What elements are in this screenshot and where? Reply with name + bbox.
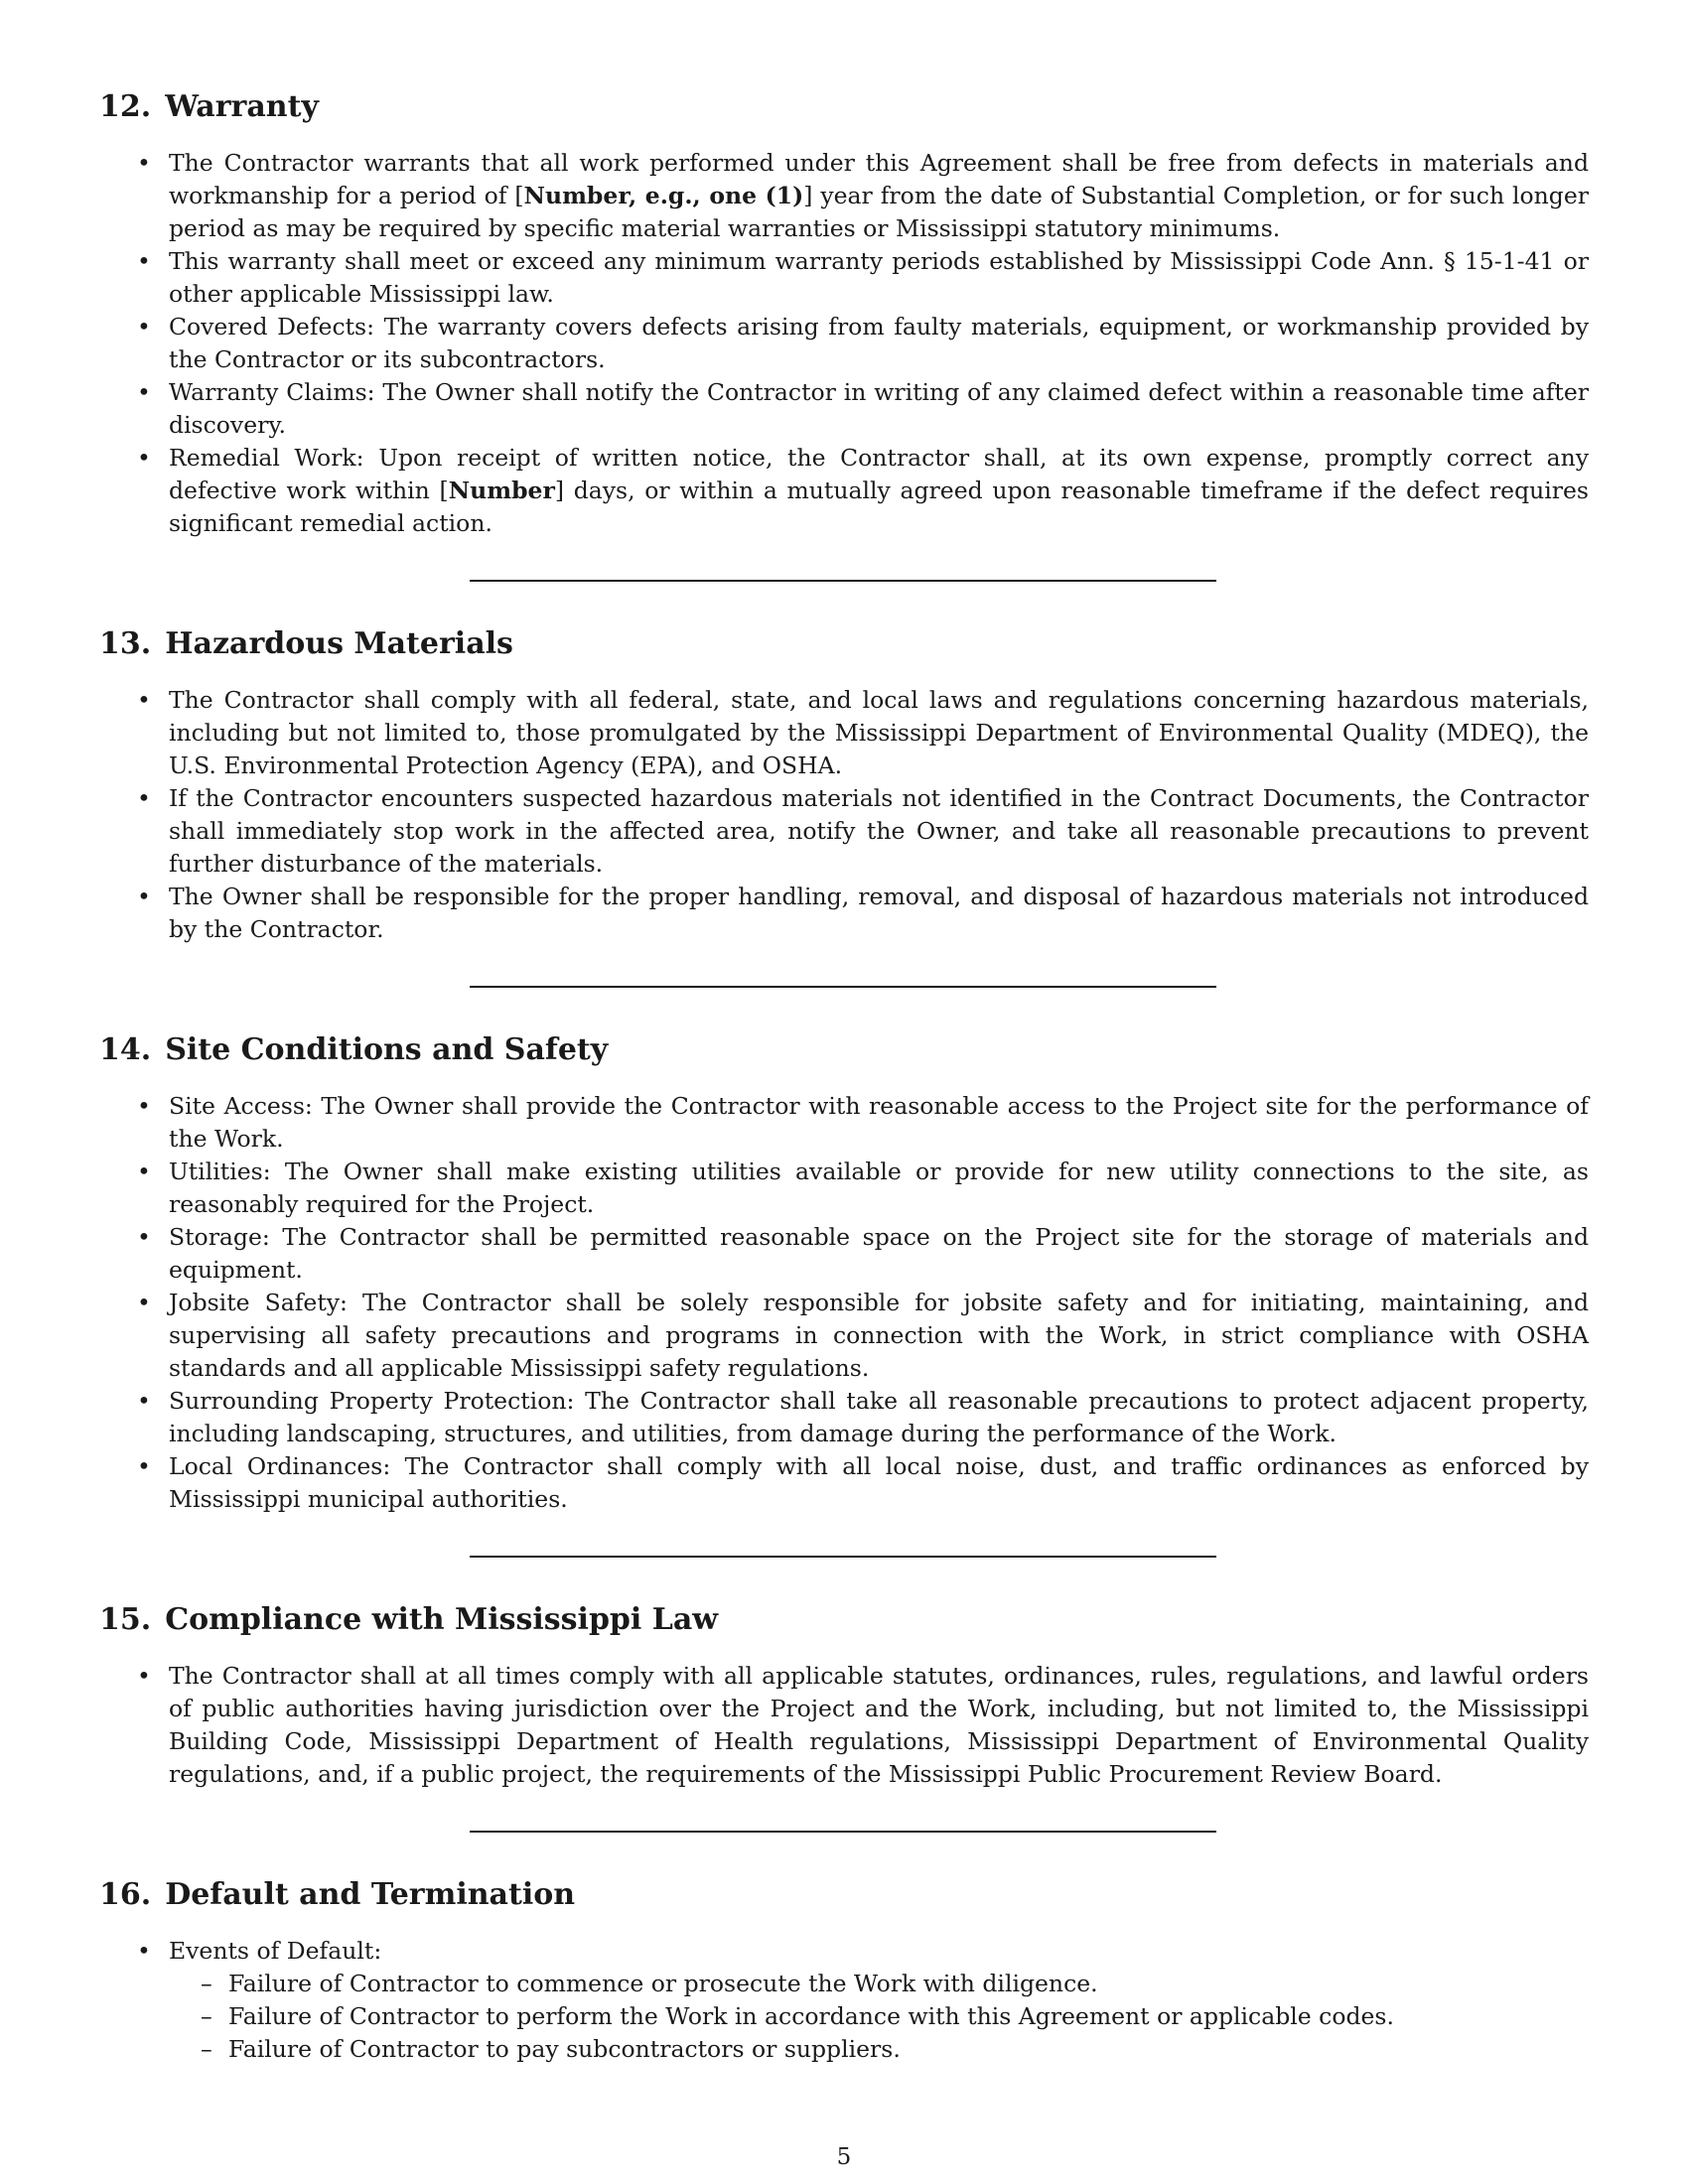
section-site-conditions-safety (99, 1032, 1589, 1516)
list-item (99, 881, 1589, 946)
placeholder-text: Number (448, 477, 555, 504)
item-text: The Contractor warrants that all work performed under this Agreement shall be free from defects in materials and workmanship for a period of [ (169, 149, 1589, 209)
section-title: Hazardous Materials (165, 626, 513, 661)
sub-list-item: – Failure of Contractor to pay subcontractors or suppliers. (169, 2033, 1589, 2066)
item-text: This warranty shall meet or exceed any minimum warranty periods established by Mississippi Code Ann. § 15-1-41 or other applicable Mississippi law. (169, 247, 1589, 308)
item-text: Remedial Work: Upon receipt of written notice, the Contractor shall, at its own expense, promptly correct any defective work within [ (169, 444, 1589, 504)
section-heading (99, 1032, 1589, 1068)
list-item (99, 147, 1589, 245)
list-item (99, 1660, 1589, 1791)
list-item (99, 1221, 1589, 1287)
section-number: 15. (99, 1602, 152, 1637)
item-text: Events of Default: (169, 1937, 382, 1965)
placeholder-text: Number, e.g., one (1) (523, 182, 804, 209)
section-heading (99, 1877, 1589, 1913)
section-number: 16. (99, 1877, 152, 1912)
section-number: 12. (99, 89, 152, 124)
section-divider (470, 1831, 1216, 1833)
section-divider (470, 580, 1216, 582)
item-text: Storage: The Contractor shall be permitted reasonable space on the Project site for the storage of materials and equipment. (169, 1223, 1589, 1284)
section-heading (99, 1602, 1589, 1638)
sub-list-item: – Failure of Contractor to perform the Work in accordance with this Agreement or applicable codes. (169, 2000, 1589, 2033)
bullet-list (99, 1660, 1589, 1791)
section-title: Compliance with Mississippi Law (165, 1602, 719, 1637)
item-text: Local Ordinances: The Contractor shall comply with all local noise, dust, and traffic ordinances as enforced by Mississippi municipal authorities. (169, 1452, 1589, 1513)
list-item (99, 782, 1589, 881)
bullet-list (99, 1935, 1589, 2066)
item-text: ] year from the date of Substantial Completion, or for such longer period as may be required by specific material warranties or Mississippi statutory minimums. (169, 182, 1589, 242)
section-divider (470, 1556, 1216, 1558)
page-number: 5 (836, 2144, 852, 2170)
item-text: Utilities: The Owner shall make existing utilities available or provide for new utility connections to the site, as reasonably required for the Project. (169, 1158, 1589, 1218)
list-item (99, 311, 1589, 376)
item-text: ] days, or within a mutually agreed upon reasonable timeframe if the defect requires significant remedial action. (169, 477, 1589, 537)
section-warranty (99, 89, 1589, 540)
sub-list-item: – Failure of Contractor to commence or prosecute the Work with diligence. (169, 1968, 1589, 2000)
list-item (99, 1450, 1589, 1516)
item-text: The Contractor shall comply with all federal, state, and local laws and regulations concerning hazardous materials, including but not limited to, those promulgated by the Mississippi Department of Environmental Quality (MDEQ), the U.S. Environmental Protection Agency (EPA), and OSHA. (169, 686, 1589, 779)
list-item (99, 376, 1589, 442)
list-item (99, 1156, 1589, 1221)
item-text: The Owner shall be responsible for the proper handling, removal, and disposal of hazardous materials not introduced by the Contractor. (169, 883, 1589, 943)
item-text: If the Contractor encounters suspected hazardous materials not identified in the Contract Documents, the Contractor shall immediately stop work in the affected area, notify the Owner, and take all reasonable precautions to prevent further disturbance of the materials. (169, 784, 1589, 878)
section-compliance-mississippi-law (99, 1602, 1589, 1791)
item-text: The Contractor shall at all times comply with all applicable statutes, ordinances, rules, regulations, and lawful orders of public authorities having jurisdiction over the Project and the Work, including, but not limited to, the Mississippi Building Code, Mississippi Department of Health regulations, Mississippi Department of Environmental Quality regulations, and, if a public project, the requirements of the Mississippi Public Procurement Review Board. (169, 1662, 1589, 1788)
section-heading (99, 89, 1589, 125)
section-number: 13. (99, 626, 152, 661)
list-item (99, 442, 1589, 540)
section-hazardous-materials (99, 626, 1589, 946)
section-title: Site Conditions and Safety (165, 1032, 609, 1067)
section-number: 14. (99, 1032, 152, 1067)
list-item (99, 684, 1589, 782)
bullet-list (99, 1090, 1589, 1516)
item-text: Surrounding Property Protection: The Contractor shall take all reasonable precautions to protect adjacent property, including landscaping, structures, and utilities, from damage during the performance of the Work. (169, 1387, 1589, 1447)
item-text: Warranty Claims: The Owner shall notify the Contractor in writing of any claimed defect within a reasonable time after discovery. (169, 378, 1589, 439)
item-text: Covered Defects: The warranty covers defects arising from faulty materials, equipment, or workmanship provided by the Contractor or its subcontractors. (169, 313, 1589, 373)
list-item (99, 245, 1589, 311)
sub-list (169, 1968, 1589, 2066)
list-item (99, 1287, 1589, 1385)
section-default-termination (99, 1877, 1589, 2066)
list-item (99, 1935, 1589, 2066)
bullet-list (99, 147, 1589, 540)
item-text: Site Access: The Owner shall provide the Contractor with reasonable access to the Project site for the performance of the Work. (169, 1092, 1589, 1153)
document-page (99, 89, 1589, 2066)
section-title: Default and Termination (165, 1877, 576, 1912)
list-item (99, 1090, 1589, 1156)
section-divider (470, 986, 1216, 988)
list-item (99, 1385, 1589, 1450)
section-heading (99, 626, 1589, 662)
section-title: Warranty (165, 89, 319, 124)
bullet-list (99, 684, 1589, 946)
item-text: Jobsite Safety: The Contractor shall be solely responsible for jobsite safety and for initiating, maintaining, and supervising all safety precautions and programs in connection with the Work, in strict compliance with OSHA standards and all applicable Mississippi safety regulations. (169, 1289, 1589, 1382)
